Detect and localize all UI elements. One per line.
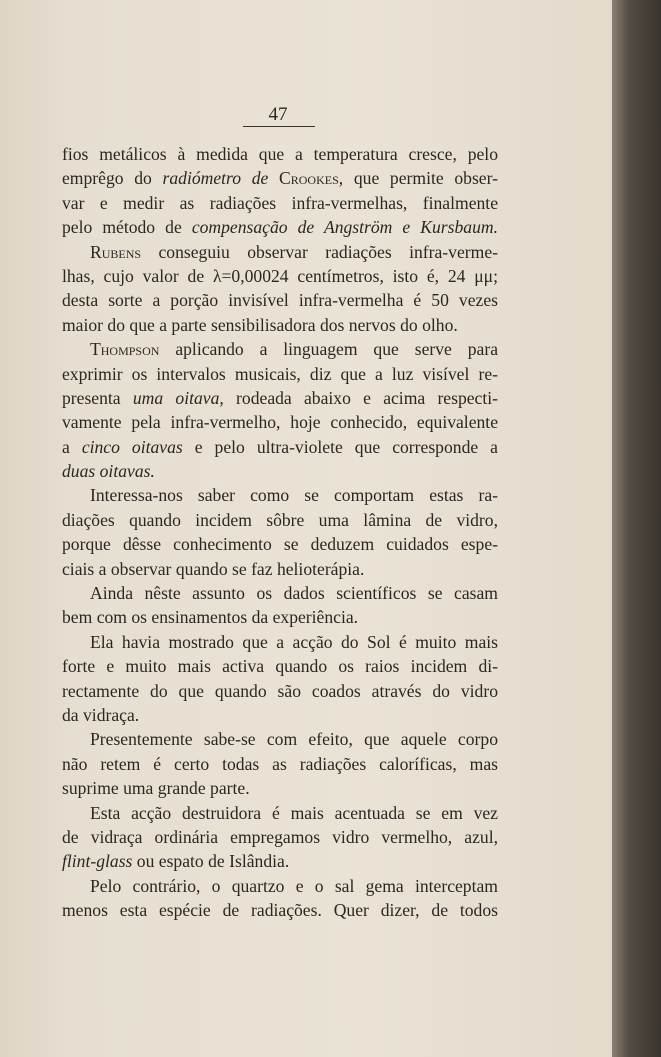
text-segment: rodeada abaixo e acima respecti- [223,387,499,408]
page-number: 47 [268,104,288,125]
text-line [62,410,498,434]
text-line [62,825,498,849]
text-segment: Ainda nêste assunto os dados scientíficos se casam [90,583,498,604]
text-segment: presenta [62,387,133,408]
text-segment: pelo método de [62,217,192,238]
text-segment: aplicando a linguagem que serve para [159,339,498,360]
text-segment: de vidraça ordinária empregamos vidro vermelho, azul, [62,826,498,847]
text-segment: exprimir os intervalos musicais, diz que a luz visível re- [62,363,498,384]
text-segment: Interessa-nos saber como se comportam estas ra- [90,485,498,506]
text-segment: diações quando incidem sôbre uma lâmina de vidro, [62,509,498,530]
text-line [62,898,498,922]
text-line [62,288,498,312]
text-line [62,215,498,239]
text-segment: Pelo contrário, o quartzo e o sal gema interceptam [90,875,498,896]
text-segment: uma oitava, [132,387,224,408]
text-line [62,630,498,654]
text-segment: Ela havia mostrado que a acção do Sol é muito mais [90,631,498,652]
text-segment: lhas, cujo valor de λ=0,00024 centímetros, isto é, 24 μμ; [62,265,498,286]
text-line [62,386,498,410]
text-segment: emprêgo do [62,168,163,189]
text-line [62,532,498,556]
book-gutter [612,0,661,1057]
text-line [62,191,498,215]
text-segment: radiómetro de [162,168,269,189]
text-segment: duas oitavas. [62,461,155,482]
text-line [62,874,498,898]
text-segment: Esta acção destruidora é mais acentuada se em vez [90,802,498,823]
text-segment: , que permite obser- [338,168,498,189]
text-line [62,654,498,678]
text-line [62,557,498,581]
text-line [62,849,498,873]
text-line [62,679,498,703]
text-line [62,703,498,727]
text-segment: ou espato de Islândia. [132,851,290,872]
text-segment: Crookes [279,168,339,189]
text-segment: a [62,436,82,457]
text-segment: porque dêsse conhecimento se deduzem cuidados espe- [62,534,498,555]
text-line [62,362,498,386]
text-segment: menos esta espécie de radiações. Quer dizer, de todos [62,900,498,921]
text-line [62,752,498,776]
text-line [62,459,498,483]
text-segment: cinco oitavas [81,436,183,457]
text-segment: desta sorte a porção invisível infra-vermelha é 50 vezes [62,290,498,311]
text-line [62,337,498,361]
text-line [62,801,498,825]
text-segment: flint-glass [62,851,133,872]
text-line [62,142,498,166]
text-line [62,240,498,264]
text-segment: suprime uma grande parte. [62,778,250,799]
text-line [62,581,498,605]
text-segment: não retem é certo todas as radiações caloríficas, mas [62,753,498,774]
text-line [62,313,498,337]
text-segment: Thompson [90,339,160,360]
text-line [62,166,498,190]
text-line [62,264,498,288]
text-segment [268,168,279,188]
text-segment: e pelo ultra-violete que corresponde a [182,436,498,457]
text-segment: bem com os ensinamentos da experiência. [62,607,359,628]
text-segment: conseguiu observar radiações infra-verme- [141,241,498,262]
text-line [62,776,498,800]
text-line [62,508,498,532]
text-line [62,483,498,507]
text-segment: ciais a observar quando se faz helioterápia. [62,558,365,579]
text-segment: Presentemente sabe-se com efeito, que aquele corpo [90,729,498,750]
text-segment: maior do que a parte sensibilisadora dos nervos do olho. [62,314,458,335]
text-segment: rectamente do que quando são coados através do vidro [62,680,498,701]
text-segment: forte e muito mais activa quando os raios incidem di- [62,656,498,677]
text-segment: var e medir as radiações infra-vermelhas, finalmente [62,192,498,213]
body-text [62,142,498,923]
text-segment: da vidraça. [62,704,140,725]
page-number-rule [243,126,315,127]
text-line [62,605,498,629]
text-line [62,727,498,751]
text-line [62,435,498,459]
text-segment: vamente pela infra-vermelho, hoje conhecido, equivalente [62,412,498,433]
text-segment: compensação de Angström e Kursbaum. [191,217,498,238]
text-segment: Rubens [90,241,142,262]
text-segment: fios metálicos à medida que a temperatura cresce, pelo [62,144,498,164]
